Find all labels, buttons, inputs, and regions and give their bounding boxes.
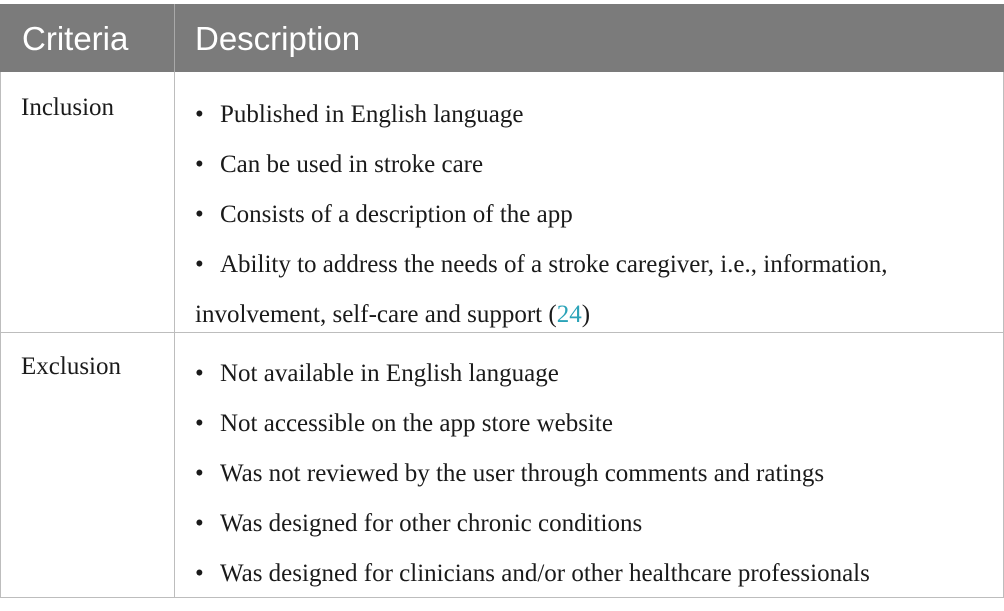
- header-description: Description: [195, 20, 361, 57]
- header-divider: [174, 4, 175, 72]
- item-text: Can be used in stroke care: [220, 151, 484, 178]
- criteria-label-exclusion: Exclusion: [21, 353, 121, 380]
- table-header: [0, 4, 1004, 72]
- cell-border: [174, 333, 175, 597]
- item-text: Published in English language: [220, 101, 524, 128]
- bullet-icon: •: [195, 151, 204, 178]
- bullet-icon: •: [195, 510, 204, 537]
- cell-border: [0, 333, 1, 597]
- list-item: [195, 449, 995, 499]
- header-criteria: Criteria: [22, 20, 129, 57]
- item-text-end: ): [581, 301, 591, 328]
- list-item: [195, 549, 995, 599]
- bullet-icon: •: [195, 460, 204, 487]
- inclusion-list: [195, 90, 995, 340]
- list-item: [195, 499, 995, 549]
- item-text: Consists of a description of the app: [220, 201, 573, 228]
- list-item: [195, 140, 995, 190]
- bullet-icon: •: [195, 201, 204, 228]
- bullet-icon: •: [195, 560, 204, 587]
- criteria-label-inclusion: Inclusion: [21, 94, 115, 121]
- item-text: Was not reviewed by the user through comments and ratings: [220, 460, 825, 487]
- exclusion-list: [195, 349, 995, 599]
- list-item: [195, 399, 995, 449]
- bullet-icon: •: [195, 101, 204, 128]
- list-item: [195, 240, 985, 340]
- list-item: [195, 349, 995, 399]
- cell-border: [174, 72, 175, 332]
- item-text: Was designed for clinicians and/or other healthcare professionals: [220, 560, 870, 587]
- list-item: [195, 90, 995, 140]
- item-text: Not accessible on the app store website: [220, 410, 613, 437]
- item-text: Was designed for other chronic conditions: [220, 510, 643, 537]
- list-item: [195, 190, 995, 240]
- table-row-exclusion: [0, 333, 1004, 598]
- bullet-icon: •: [195, 410, 204, 437]
- citation-link[interactable]: 24: [556, 301, 582, 328]
- item-text: Not available in English language: [220, 360, 559, 387]
- item-text: Ability to address the needs of a stroke caregiver, i.e., information, involvement, self-care and support (: [195, 251, 888, 328]
- table-row-inclusion: [0, 72, 1004, 333]
- cell-border: [0, 72, 1, 332]
- criteria-table: [0, 4, 1004, 598]
- bullet-icon: •: [195, 360, 204, 387]
- bullet-icon: •: [195, 251, 204, 278]
